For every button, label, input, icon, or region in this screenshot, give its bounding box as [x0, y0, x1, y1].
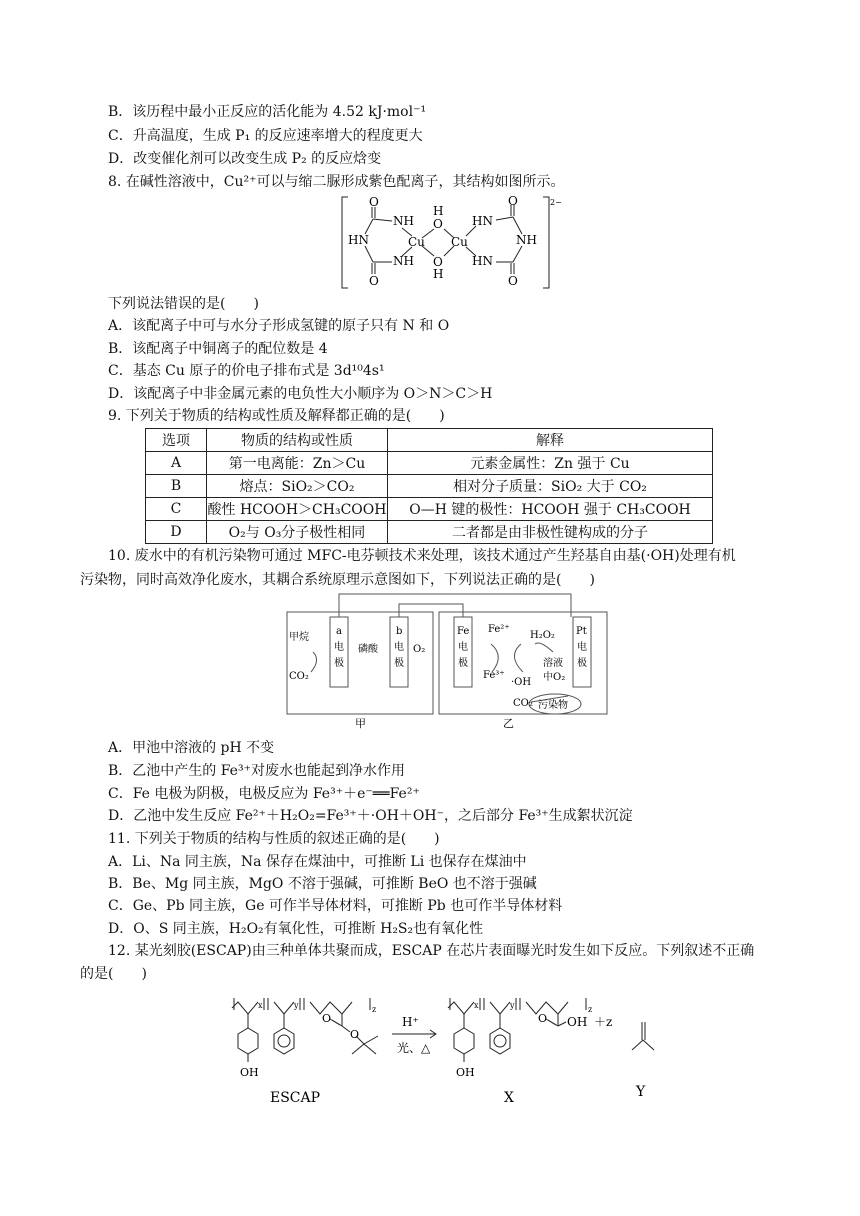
label-escap: ESCAP — [270, 1090, 321, 1106]
x-sub-y: y — [510, 1001, 515, 1010]
electrode-pt-3: 极 — [577, 658, 587, 669]
q8-option-c: C．基态 Cu 原子的价电子排布式是 3d¹⁰4s¹ — [108, 363, 385, 379]
escap-sub-z: z — [372, 1005, 377, 1014]
q8-option-b: B．该配离子中铜离子的配位数是 4 — [108, 341, 328, 357]
table-row — [146, 498, 713, 521]
escap-carbonyl-o: O — [322, 1012, 332, 1025]
atom-hn-3: HN — [472, 254, 493, 268]
atom-nh-2: NH — [393, 254, 414, 268]
atom-nh-1: NH — [393, 214, 414, 228]
table-cell: 酸性 HCOOH＞CH₃COOH — [207, 498, 388, 521]
table-cell: B — [146, 475, 207, 498]
electrode-fe-1: Fe — [457, 626, 470, 637]
q9-stem: 9. 下列关于物质的结构或性质及解释都正确的是( ) — [108, 408, 445, 424]
label-solution-o2: 中O₂ — [543, 672, 566, 683]
atom-hn-2: HN — [472, 214, 493, 228]
x-sub-x: x — [474, 1001, 479, 1010]
q8-prompt: 下列说法错误的是( ) — [108, 296, 259, 312]
x-cooh-oh: OH — [567, 1015, 588, 1029]
electrode-a-3: 极 — [334, 658, 344, 669]
atom-nh-3: NH — [516, 233, 537, 247]
atom-hn-1: HN — [348, 233, 369, 247]
table-cell: O₂与 O₃分子极性相同 — [207, 521, 388, 544]
label-pollutant: 污染物 — [538, 700, 568, 711]
escap-sub-y: y — [294, 1001, 299, 1010]
q11-option-d: D．O、S 同主族，H₂O₂有氧化性，可推断 H₂S₂也有氧化性 — [108, 921, 484, 937]
table-cell: 二者都是由非极性键构成的分子 — [388, 521, 713, 544]
escap-oh: OH — [240, 1066, 259, 1079]
label-solution: 溶液 — [543, 658, 563, 669]
q8-option-a: A．该配离子中可与水分子形成氢键的原子只有 N 和 O — [108, 318, 450, 334]
label-phosphoric-acid: 磷酸 — [358, 644, 378, 655]
q11-stem: 11. 下列关于物质的结构与性质的叙述正确的是( ) — [108, 831, 440, 847]
q10-option-c: C．Fe 电极为阴极，电极反应为 Fe³⁺＋e⁻══Fe²⁺ — [108, 786, 420, 802]
table-row — [146, 452, 713, 475]
q12-stem-line1: 12. 某光刻胶(ESCAP)由三种单体共聚而成，ESCAP 在芯片表面曝光时发生如下反应。下列叙述不正确 — [108, 943, 755, 959]
table-row — [146, 475, 713, 498]
q10-option-a: A．甲池中溶液的 pH 不变 — [108, 740, 275, 756]
q10-stem-line2: 污染物，同时高效净化废水，其耦合系统原理示意图如下，下列说法正确的是( ) — [80, 572, 595, 588]
table-header: 物质的结构或性质 — [207, 429, 388, 452]
escap-sub-x: x — [258, 1001, 263, 1010]
complex-charge: 2− — [550, 198, 562, 207]
atom-o-3: O — [433, 217, 443, 231]
table-row — [146, 521, 713, 544]
q11-option-c: C．Ge、Pb 同主族，Ge 可作半导体材料，可推断 Pb 也可作半导体材料 — [108, 898, 563, 914]
label-co2-left: CO₂ — [289, 671, 309, 682]
q7-option-b: B．该历程中最小正反应的活化能为 4.52 kJ·mol⁻¹ — [108, 104, 427, 120]
table-cell: 第一电离能：Zn＞Cu — [207, 452, 388, 475]
q11-option-b: B．Be、Mg 同主族，MgO 不溶于强碱，可推断 BeO 也不溶于强碱 — [108, 876, 537, 892]
q8-option-d: D．该配离子中非金属元素的电负性大小顺序为 O＞N＞C＞H — [108, 386, 493, 402]
biuret-copper-complex-figure — [340, 194, 560, 296]
atom-h-2: H — [433, 267, 444, 281]
electrode-a-1: a — [336, 626, 342, 637]
table-header: 选项 — [146, 429, 207, 452]
q11-option-a: A．Li、Na 同主族，Na 保存在煤油中，可推断 Li 也保存在煤油中 — [108, 854, 527, 870]
x-carbonyl-o: O — [538, 1012, 548, 1025]
q7-option-d: D．改变催化剂可以改变生成 P₂ 的反应焓变 — [108, 151, 382, 167]
table-cell: 相对分子质量：SiO₂ 大于 CO₂ — [388, 475, 713, 498]
electrode-b-1: b — [396, 626, 403, 637]
table-header-row — [146, 429, 713, 452]
electrode-pt-1: Pt — [576, 626, 587, 637]
label-o2: O₂ — [413, 644, 426, 655]
cell-yi: 乙 — [503, 717, 514, 730]
condition-light-heat: 光、△ — [397, 1041, 431, 1055]
x-oh: OH — [456, 1066, 475, 1079]
q10-stem-line1: 10. 废水中的有机污染物可通过 MFC-电芬顿技术来处理，该技术通过产生羟基自由基(·OH)处理有机 — [108, 548, 736, 564]
table-cell: O—H 键的极性：HCOOH 强于 CH₃COOH — [388, 498, 713, 521]
catalyst-h-plus: H⁺ — [402, 1015, 419, 1029]
electrode-fe-3: 极 — [458, 658, 468, 669]
label-fe2: Fe²⁺ — [488, 624, 510, 635]
table-cell: 熔点：SiO₂＞CO₂ — [207, 475, 388, 498]
table-cell: A — [146, 452, 207, 475]
q9-table — [145, 428, 713, 544]
atom-h-1: H — [433, 204, 444, 218]
q10-option-b: B．乙池中产生的 Fe³⁺对废水也能起到净水作用 — [108, 763, 405, 779]
table-cell: C — [146, 498, 207, 521]
cell-jia: 甲 — [355, 717, 366, 730]
table-cell: 元素金属性：Zn 强于 Cu — [388, 452, 713, 475]
plus-z: ＋z — [594, 1015, 613, 1029]
label-co2-right: CO₂ — [513, 698, 533, 709]
label-h2o2: H₂O₂ — [530, 630, 555, 641]
q10-option-d: D．乙池中发生反应 Fe²⁺＋H₂O₂=Fe³⁺＋·OH＋OH⁻，之后部分 Fe³⁺生成絮状沉淀 — [108, 808, 633, 824]
electrode-fe-2: 电 — [458, 642, 468, 653]
label-fe3: Fe³⁺ — [483, 670, 505, 681]
label-x: X — [504, 1090, 514, 1106]
electrode-b-2: 电 — [394, 642, 404, 653]
escap-ester-o: O — [350, 1028, 360, 1041]
escap-reaction-scheme — [222, 992, 682, 1111]
atom-cu-1: Cu — [408, 235, 425, 249]
q12-stem-line2: 的是( ) — [80, 966, 147, 982]
table-cell: D — [146, 521, 207, 544]
q7-option-c: C．升高温度，生成 P₁ 的反应速率增大的程度更大 — [108, 128, 423, 144]
electrode-b-3: 极 — [394, 658, 404, 669]
label-y: Y — [636, 1084, 646, 1100]
label-oh-radical: ·OH — [511, 677, 532, 688]
atom-o-2: O — [369, 274, 379, 288]
q8-stem: 8. 在碱性溶液中，Cu²⁺可以与缩二脲形成紫色配离子，其结构如图所示。 — [108, 174, 565, 190]
atom-o-5: O — [508, 194, 518, 208]
atom-o-1: O — [369, 195, 379, 209]
atom-o-6: O — [508, 274, 518, 288]
label-methane: 甲烷 — [289, 632, 309, 643]
x-sub-z: z — [588, 1005, 593, 1014]
table-header: 解释 — [388, 429, 713, 452]
mfc-fenton-diagram — [285, 592, 610, 736]
atom-cu-2: Cu — [451, 235, 468, 249]
atom-o-4: O — [433, 255, 443, 269]
electrode-pt-2: 电 — [577, 642, 587, 653]
electrode-a-2: 电 — [334, 642, 344, 653]
